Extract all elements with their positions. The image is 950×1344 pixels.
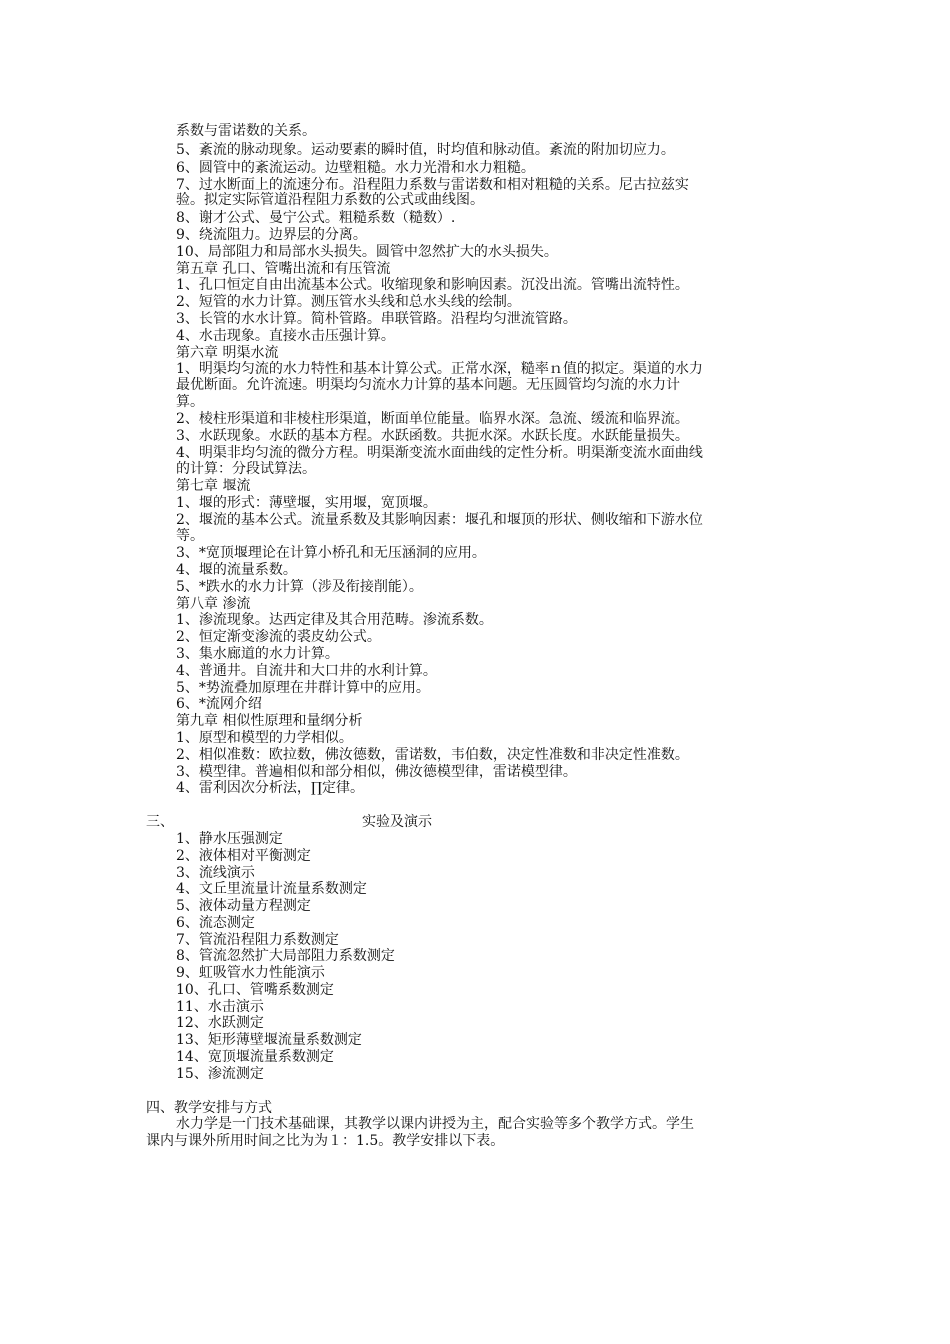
list-item: 1、静水压强测定 — [176, 831, 283, 847]
text-line: 4、雷利因次分析法，∏定律。 — [176, 780, 365, 796]
text-line: 1、堰的形式：薄壁堰，实用堰，宽顶堰。 — [176, 495, 437, 511]
text-line: 等。 — [176, 528, 204, 544]
chapter-heading: 第六章 明渠水流 — [176, 345, 279, 361]
text-line: 1、孔口恒定自由出流基本公式。收缩现象和影响因素。沉没出流。管嘴出流特性。 — [176, 277, 689, 293]
text-line: 3、水跃现象。水跃的基本方程。水跃函数。共扼水深。水跃长度。水跃能量损失。 — [176, 428, 689, 444]
text-line: 4、明渠非均匀流的微分方程。明渠渐变流水面曲线的定性分析。明渠渐变流水面曲线 — [176, 445, 703, 461]
list-item: 6、流态测定 — [176, 915, 255, 931]
chapter-heading: 第五章 孔口、管嘴出流和有压管流 — [176, 261, 391, 277]
list-item: 3、流线演示 — [176, 865, 255, 881]
list-item: 11、水击演示 — [176, 999, 264, 1015]
text-line: 算。 — [176, 394, 204, 410]
list-item: 14、宽顶堰流量系数测定 — [176, 1049, 334, 1065]
list-item: 5、液体动量方程测定 — [176, 898, 311, 914]
list-item: 12、水跃测定 — [176, 1015, 264, 1031]
text-line: 3、集水廊道的水力计算。 — [176, 646, 339, 662]
text-line: 9、绕流阻力。边界层的分离。 — [176, 227, 367, 243]
text-line: 2、恒定渐变渗流的裘皮幼公式。 — [176, 629, 381, 645]
list-item: 10、孔口、管嘴系数测定 — [176, 982, 334, 998]
text-line: 1、渗流现象。达西定律及其合用范畴。渗流系数。 — [176, 612, 493, 628]
list-item: 13、矩形薄壁堰流量系数测定 — [176, 1032, 362, 1048]
paragraph-line: 水力学是一门技术基础课，其教学以课内讲授为主，配合实验等多个教学方式。学生 — [176, 1116, 694, 1132]
text-line: 2、短管的水力计算。测压管水头线和总水头线的绘制。 — [176, 294, 521, 310]
chapter-heading: 第八章 渗流 — [176, 596, 251, 612]
text-line: 3、长管的水水计算。简朴管路。串联管路。沿程均匀泄流管路。 — [176, 311, 577, 327]
list-item: 7、管流沿程阻力系数测定 — [176, 932, 339, 948]
chapter-heading: 第九章 相似性原理和量纲分析 — [176, 713, 363, 729]
text-line: 2、相似准数：欧拉数，佛汝德数，雷诺数，韦伯数，决定性准数和非决定性准数。 — [176, 747, 689, 763]
text-line: 5、紊流的脉动现象。运动要素的瞬时值，时均值和脉动值。紊流的附加切应力。 — [176, 142, 675, 158]
list-item: 2、液体相对平衡测定 — [176, 848, 311, 864]
text-line: 最优断面。允许流速。明渠均匀流水力计算的基本问题。无压圆管均匀流的水力计 — [176, 377, 680, 393]
text-line: 2、堰流的基本公式。流量系数及其影响因素：堰孔和堰顶的形状、侧收缩和下游水位 — [176, 512, 703, 528]
list-item: 9、虹吸管水力性能演示 — [176, 965, 325, 981]
section-number: 三、 — [146, 814, 174, 830]
text-line: 6、*流网介绍 — [176, 696, 262, 712]
text-line: 验。拟定实际管道沿程阻力系数的公式或曲线图。 — [176, 192, 484, 208]
text-line: 2、棱柱形渠道和非棱柱形渠道，断面单位能量。临界水深。急流、缓流和临界流。 — [176, 411, 689, 427]
list-item: 4、文丘里流量计流量系数测定 — [176, 881, 367, 897]
chapter-heading: 第七章 堰流 — [176, 478, 251, 494]
text-line: 3、*宽顶堰理论在计算小桥孔和无压涵洞的应用。 — [176, 545, 486, 561]
text-line: 10、局部阻力和局部水头损失。圆管中忽然扩大的水头损失。 — [176, 244, 558, 260]
text-line: 4、普通井。自流井和大口井的水利计算。 — [176, 663, 437, 679]
text-line: 4、堰的流量系数。 — [176, 562, 297, 578]
text-line: 7、过水断面上的流速分布。沿程阻力系数与雷诺数和相对粗糙的关系。尼古拉兹实 — [176, 177, 689, 193]
text-line: 5、*跌水的水力计算（涉及衔接削能）。 — [176, 579, 423, 595]
section-heading: 四、教学安排与方式 — [146, 1100, 272, 1116]
text-line: 6、圆管中的紊流运动。边壁粗糙。水力光滑和水力粗糙。 — [176, 160, 535, 176]
section-title: 实验及演示 — [362, 814, 432, 830]
list-item: 8、管流忽然扩大局部阻力系数测定 — [176, 948, 395, 964]
paragraph-line: 课内与课外所用时间之比为为１：1.5。教学安排以下表。 — [146, 1133, 505, 1149]
text-line: 4、水击现象。直接水击压强计算。 — [176, 328, 395, 344]
text-line: 5、*势流叠加原理在井群计算中的应用。 — [176, 680, 430, 696]
list-item: 15、渗流测定 — [176, 1066, 264, 1082]
text-line: 1、原型和模型的力学相似。 — [176, 730, 353, 746]
text-line: 的计算：分段试算法。 — [176, 461, 316, 477]
text-line: 系数与雷诺数的关系。 — [176, 123, 316, 139]
text-line: 8、谢才公式、曼宁公式。粗糙系数（糙数）. — [176, 210, 456, 226]
text-line: 3、模型律。普遍相似和部分相似，佛汝德模型律，雷诺模型律。 — [176, 764, 577, 780]
text-line: 1、明渠均匀流的水力特性和基本计算公式。正常水深，糙率ｎ值的拟定。渠道的水力 — [176, 361, 703, 377]
